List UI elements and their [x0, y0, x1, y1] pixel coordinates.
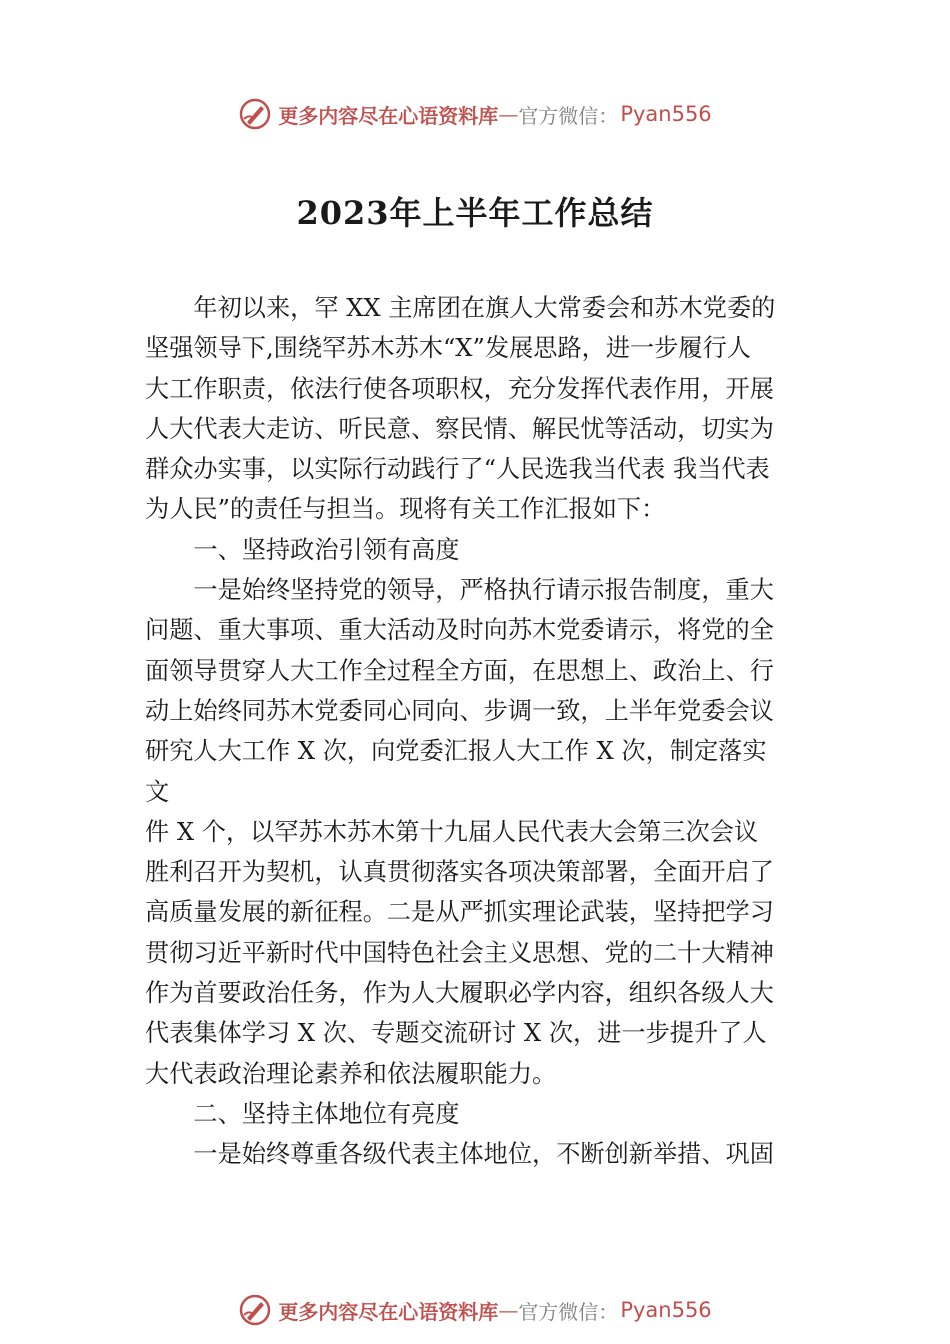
paragraph-line: 代表集体学习 X 次、专题交流研讨 X 次，进一步提升了人 [145, 1019, 767, 1048]
paragraph-line: 胜利召开为契机，认真贯彻落实各项决策部署，全面开启了 [145, 858, 774, 887]
section-heading: 二、坚持主体地位有亮度 [193, 1099, 460, 1128]
watermark-main-text: 更多内容尽在心语资料库 [278, 1299, 499, 1324]
paragraph-line: 问题、重大事项、重大活动及时向苏木党委请示，将党的全 [145, 616, 774, 645]
paragraph-line: 一是始终坚持党的领导，严格执行请示报告制度，重大 [193, 576, 774, 605]
paragraph-line: 面领导贯穿人大工作全过程全方面，在思想上、政治上、行 [145, 656, 774, 685]
paragraph-line: 大工作职责，依法行使各项职权，充分发挥代表作用，开展 [145, 374, 774, 403]
paragraph-line: 文 [145, 777, 170, 806]
watermark-wechat-id: Pyan556 [620, 1298, 712, 1322]
watermark-dash: — [498, 102, 519, 126]
watermark-wechat-label: 官方微信： [518, 103, 619, 128]
paragraph-line: 坚强领导下,围绕罕苏木苏木“X”发展思路，进一步履行人 [145, 334, 751, 363]
paragraph-line: 作为首要政治任务，作为人大履职必学内容，组织各级人大 [145, 979, 774, 1008]
paragraph-line: 大代表政治理论素养和依法履职能力。 [145, 1059, 557, 1088]
paragraph-line: 贯彻习近平新时代中国特色社会主义思想、党的二十大精神 [145, 938, 774, 967]
document-body [145, 288, 810, 1175]
pen-logo-icon [238, 1293, 272, 1327]
paragraph-line: 研究人大工作 X 次，向党委汇报人大工作 X 次，制定落实 [145, 737, 767, 766]
paragraph-line: 人大代表大走访、听民意、察民情、解民忧等活动，切实为 [145, 414, 774, 443]
header-watermark [0, 94, 950, 134]
paragraph-line: 高质量发展的新征程。二是从严抓实理论武装，坚持把学习 [145, 898, 774, 927]
paragraph-line: 年初以来，罕 XX 主席团在旗人大常委会和苏木党委的 [193, 294, 776, 322]
paragraph-line: 动上始终同苏木党委同心同向、步调一致，上半年党委会议 [145, 696, 774, 725]
paragraph-line: 群众办实事，以实际行动践行了“人民选我当代表 我当代表 [145, 455, 770, 484]
section-heading: 一、坚持政治引领有高度 [193, 535, 460, 564]
watermark-wechat-id: Pyan556 [620, 102, 712, 126]
paragraph-line: 件 X 个，以罕苏木苏木第十九届人民代表大会第三次会议 [145, 817, 759, 846]
footer-watermark [0, 1290, 950, 1330]
watermark-main-text: 更多内容尽在心语资料库 [278, 103, 499, 128]
pen-logo-icon [238, 97, 272, 131]
document-title: 2023年上半年工作总结 [296, 194, 654, 232]
paragraph-line: 为人民”的责任与担当。现将有关工作汇报如下： [145, 495, 666, 524]
watermark-wechat-label: 官方微信： [518, 1299, 619, 1324]
paragraph-line: 一是始终尊重各级代表主体地位，不断创新举措、巩固 [193, 1140, 774, 1169]
watermark-dash: — [498, 1298, 519, 1322]
